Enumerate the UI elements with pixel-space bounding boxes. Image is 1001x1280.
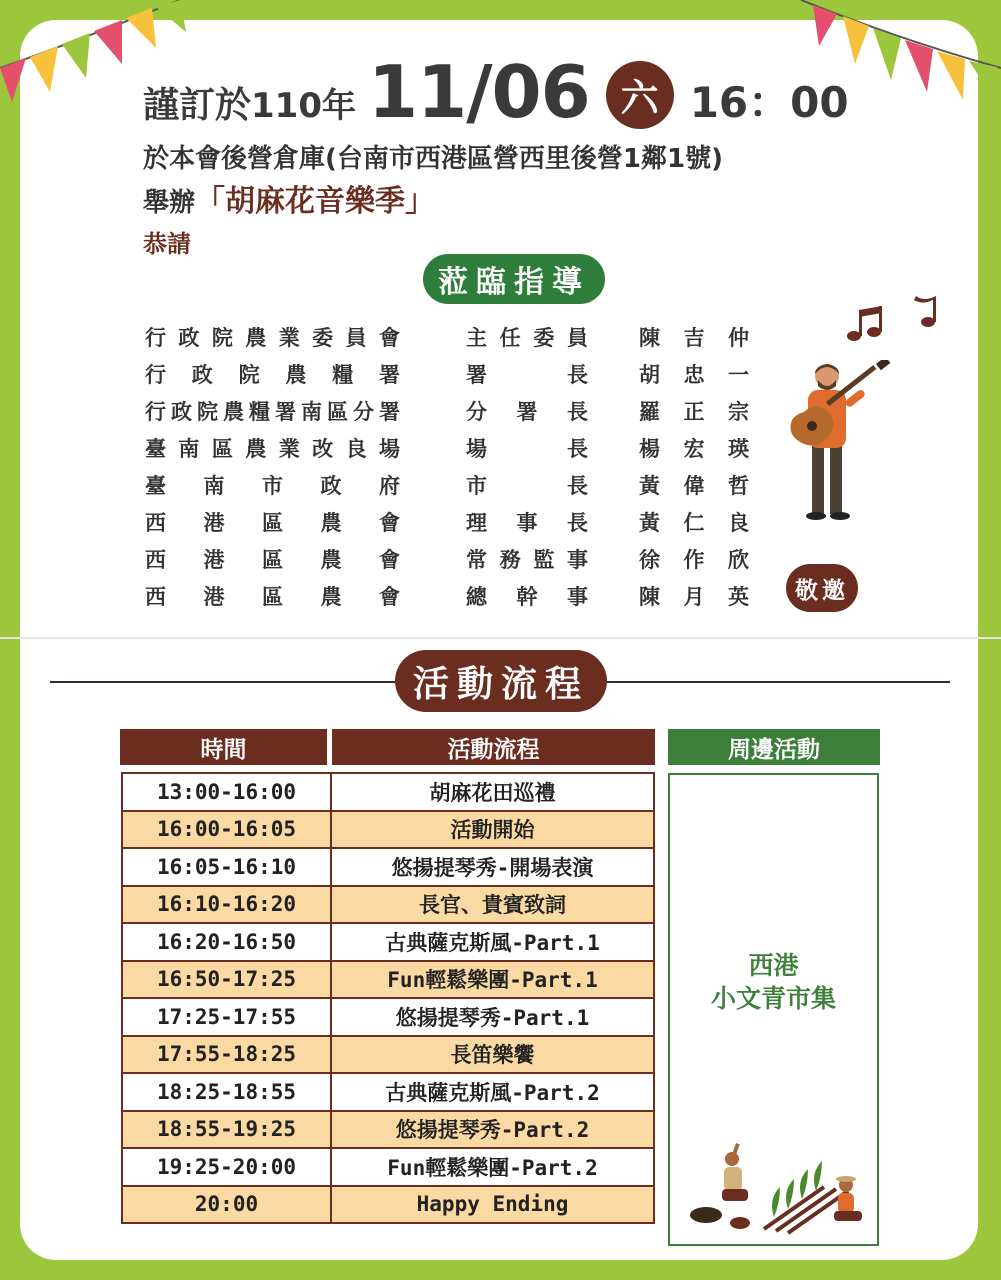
guest-title-char: 市 [466, 474, 487, 498]
guest-org-char: 西 [145, 511, 166, 535]
table-row [122, 1073, 654, 1111]
row-time: 13:00-16:00 [122, 773, 331, 811]
guest-org-char: 農 [285, 363, 307, 387]
event-date: 11/06 [368, 50, 590, 134]
guest-org-char: 港 [203, 585, 225, 609]
guest-title-char: 委 [533, 326, 555, 350]
row-item: 長官、貴賓致詞 [331, 886, 654, 924]
guest-org-char: 院 [197, 400, 218, 424]
guest-name-char: 良 [728, 511, 749, 535]
guest-org-char: 農 [320, 548, 342, 572]
header-flow: 活動流程 [332, 729, 655, 765]
guest-org-char: 署 [379, 400, 400, 424]
guest-org [145, 470, 400, 500]
guest-org [145, 359, 400, 389]
row-time: 17:25-17:55 [122, 998, 331, 1036]
guest-title [466, 359, 588, 389]
row-item: 長笛樂饗 [331, 1036, 654, 1074]
guest-org-char: 西 [145, 548, 166, 572]
table-row [122, 848, 654, 886]
table-row [122, 886, 654, 924]
guest-title-char: 署 [466, 363, 487, 387]
row-time: 16:20-16:50 [122, 923, 331, 961]
guest-org-char: 署 [378, 363, 400, 387]
row-item: 古典薩克斯風-Part.2 [331, 1073, 654, 1111]
row-item: Fun輕鬆樂團-Part.2 [331, 1148, 654, 1186]
divider-right [607, 681, 950, 683]
guest-name [639, 544, 749, 574]
invite-badge: 敬邀 [786, 564, 858, 612]
table-row [122, 1148, 654, 1186]
guest-title-char: 常 [466, 548, 487, 572]
guest-title-char: 長 [567, 511, 588, 535]
guest-org-char: 署 [275, 400, 296, 424]
guest-org [145, 322, 400, 352]
guest-title-char: 總 [466, 585, 487, 609]
guest-org-char: 西 [145, 585, 166, 609]
guest-org-char: 府 [379, 474, 400, 498]
salutation: 恭請 [143, 230, 191, 258]
guest-title-char: 事 [567, 585, 588, 609]
guest-org-char: 市 [262, 474, 283, 498]
row-time: 16:50-17:25 [122, 961, 331, 999]
side-activity-line1: 西港 [748, 951, 799, 980]
datetime-prefix: 謹訂於 [143, 85, 252, 126]
guest-org-char: 農 [245, 437, 267, 461]
guest-name-char: 陳 [639, 326, 660, 350]
guitarist-illustration [786, 360, 896, 525]
guest-org-char: 業 [278, 326, 300, 350]
guest-name [639, 359, 749, 389]
guest-org [145, 433, 400, 463]
table-row [122, 1111, 654, 1149]
guest-org-char: 區 [262, 511, 283, 535]
guest-name-char: 忠 [683, 363, 705, 387]
side-activity-box [668, 773, 879, 1246]
row-item: 悠揚提琴秀-Part.1 [331, 998, 654, 1036]
guest-org-char: 會 [379, 548, 400, 572]
guest-title-char: 分 [466, 400, 487, 424]
row-item: 胡麻花田巡禮 [331, 773, 654, 811]
event-year: 110年 [251, 86, 356, 126]
guest-title-char: 任 [499, 326, 521, 350]
guest-org [145, 544, 400, 574]
guest-org-char: 改 [312, 437, 334, 461]
event-time: 16：00 [689, 78, 849, 127]
guest-title-char: 長 [567, 437, 588, 461]
table-row [122, 1036, 654, 1074]
host-line [143, 176, 435, 220]
music-note-icon [844, 296, 944, 346]
weekday-badge: 六 [606, 61, 674, 129]
guest-name-char: 宗 [728, 400, 749, 424]
guest-org-char: 院 [238, 363, 260, 387]
guest-org-char: 農 [223, 400, 244, 424]
guest-org-char: 院 [211, 326, 233, 350]
row-time: 17:55-18:25 [122, 1036, 331, 1074]
table-row [122, 923, 654, 961]
schedule-table [121, 772, 655, 1224]
guest-name-char: 瑛 [728, 437, 749, 461]
guest-title [466, 433, 588, 463]
venue-line: 於本會後營倉庫(台南市西港區營西里後營1鄰1號) [143, 144, 723, 174]
guest-org-char: 會 [378, 326, 400, 350]
guest-name-char: 偉 [683, 474, 705, 498]
table-row [122, 773, 654, 811]
guest-name-char: 英 [728, 585, 749, 609]
row-time: 16:05-16:10 [122, 848, 331, 886]
guest-title [466, 322, 588, 352]
guest-org [145, 581, 400, 611]
guest-org-char: 南 [301, 400, 322, 424]
guest-name-char: 陳 [639, 585, 660, 609]
guest-org-char: 臺 [145, 474, 166, 498]
guest-org-char: 港 [203, 548, 225, 572]
side-activity-line2: 小文青市集 [710, 984, 836, 1013]
guest-org-char: 政 [178, 326, 200, 350]
guest-title-char: 場 [466, 437, 487, 461]
table-row [122, 811, 654, 849]
guest-name-char: 正 [683, 400, 705, 424]
header-time: 時間 [120, 729, 327, 765]
guest-name-char: 徐 [639, 548, 660, 572]
guest-title-char: 署 [516, 400, 538, 424]
row-time: 16:10-16:20 [122, 886, 331, 924]
guest-title [466, 581, 588, 611]
guest-org-char: 良 [345, 437, 367, 461]
guest-org [145, 507, 400, 537]
guest-name [639, 507, 749, 537]
guest-org-char: 委 [312, 326, 334, 350]
guest-org-char: 場 [378, 437, 400, 461]
table-row [122, 961, 654, 999]
host-prefix: 舉辦 [143, 188, 196, 218]
fold-line [0, 637, 1001, 639]
guest-title-char: 事 [566, 548, 588, 572]
guest-org-char: 區 [327, 400, 348, 424]
guest-name-char: 楊 [639, 437, 660, 461]
guest-name-char: 黃 [639, 511, 660, 535]
guest-title-char: 長 [567, 400, 588, 424]
guest-org-char: 南 [203, 474, 225, 498]
guest-title-char: 長 [567, 363, 588, 387]
guest-name [639, 396, 749, 426]
guest-org-char: 農 [320, 511, 342, 535]
guest-org-char: 南 [178, 437, 200, 461]
row-time: 18:55-19:25 [122, 1111, 331, 1149]
guest-org-char: 農 [320, 585, 342, 609]
guest-title [466, 470, 588, 500]
table-row [122, 1186, 654, 1224]
guest-name-char: 黃 [639, 474, 660, 498]
guest-name-char: 一 [728, 363, 749, 387]
row-item: 悠揚提琴秀-開場表演 [331, 848, 654, 886]
guest-name-char: 羅 [639, 400, 660, 424]
guest-title [466, 507, 588, 537]
guest-org-char: 農 [245, 326, 267, 350]
row-item: 古典薩克斯風-Part.1 [331, 923, 654, 961]
guest-name-char: 吉 [683, 326, 705, 350]
guest-title-char: 主 [466, 326, 487, 350]
side-activity-text [670, 949, 877, 1015]
guest-title-char: 監 [533, 548, 555, 572]
guest-title [466, 544, 588, 574]
guest-name-char: 欣 [728, 548, 749, 572]
guest-title [466, 396, 588, 426]
guest-org-char: 區 [262, 585, 283, 609]
row-item: Fun輕鬆樂團-Part.1 [331, 961, 654, 999]
guest-org-char: 糧 [332, 363, 354, 387]
guest-org [145, 396, 400, 426]
guest-name [639, 581, 749, 611]
table-row [122, 998, 654, 1036]
guest-title-char: 長 [567, 474, 588, 498]
guest-name-char: 仲 [728, 326, 749, 350]
guest-name-char: 作 [683, 548, 705, 572]
guest-org-char: 行 [145, 326, 166, 350]
guest-name-char: 宏 [683, 437, 705, 461]
guest-org-char: 區 [262, 548, 283, 572]
guidance-title: 蒞臨指導 [423, 254, 605, 304]
guest-org-char: 政 [191, 363, 213, 387]
guest-org-char: 會 [379, 585, 400, 609]
guest-org-char: 行 [145, 363, 166, 387]
guest-title-char: 幹 [516, 585, 538, 609]
guest-name [639, 322, 749, 352]
guest-name-char: 哲 [728, 474, 749, 498]
guest-org-char: 會 [379, 511, 400, 535]
guest-org-char: 港 [203, 511, 225, 535]
guest-org-char: 員 [345, 326, 367, 350]
guest-title-char: 員 [566, 326, 588, 350]
row-time: 19:25-20:00 [122, 1148, 331, 1186]
event-name: 「胡麻花音樂季」 [195, 184, 436, 219]
guest-title-char: 務 [499, 548, 521, 572]
guest-org-char: 區 [211, 437, 233, 461]
guest-org-char: 政 [320, 474, 342, 498]
row-item: 活動開始 [331, 811, 654, 849]
guest-name [639, 470, 749, 500]
guest-name-char: 月 [683, 585, 705, 609]
event-datetime [143, 50, 849, 134]
guest-name-char: 仁 [683, 511, 705, 535]
divider-left [50, 681, 395, 683]
row-item: Happy Ending [331, 1186, 654, 1224]
guest-title-char: 事 [516, 511, 538, 535]
schedule-title: 活動流程 [395, 650, 607, 712]
row-time: 18:25-18:55 [122, 1073, 331, 1111]
guest-org-char: 分 [353, 400, 374, 424]
guest-org-char: 業 [278, 437, 300, 461]
farmers-illustration [684, 1137, 874, 1237]
row-item: 悠揚提琴秀-Part.2 [331, 1111, 654, 1149]
row-time: 16:00-16:05 [122, 811, 331, 849]
guest-org-char: 臺 [145, 437, 166, 461]
guest-org-char: 政 [171, 400, 192, 424]
guest-name [639, 433, 749, 463]
header-side: 周邊活動 [668, 729, 880, 765]
guest-org-char: 糧 [249, 400, 270, 424]
guest-name-char: 胡 [639, 363, 660, 387]
row-time: 20:00 [122, 1186, 331, 1224]
guest-title-char: 理 [466, 511, 487, 535]
guest-org-char: 行 [145, 400, 166, 424]
